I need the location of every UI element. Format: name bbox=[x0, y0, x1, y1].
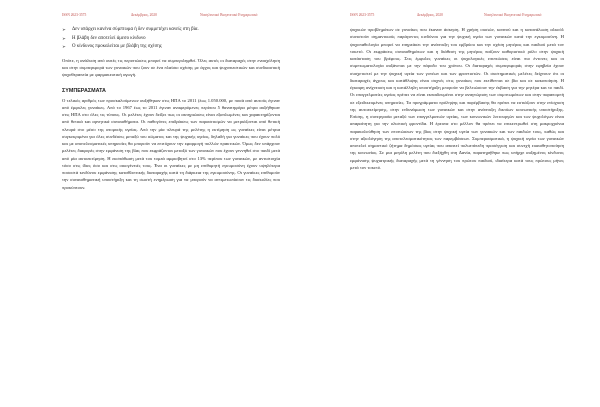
intro-paragraph: Οπότε, η ανάλυση από αυτές τις περιπτώσεις μπορεί να συμπεριληφθεί. Όλες αυτές οι διαταραχές στην ενασχόληση και στην συμπεριφορά των γυναικών που ζουν σε ένα πλαίσιο σχέσης με άγχος και ψυχοπιεστικών και συνδυαστική ψυχοθεραπεία με φαρμακευτική αγωγή. bbox=[62, 57, 280, 78]
header-journal: Νοσηλευτικό Βιογενετικό Ενημερωτικό bbox=[200, 13, 258, 17]
section-title: ΣΥΜΠΕΡΑΣΜΑΤΑ bbox=[62, 87, 106, 94]
bullet-item: ➢ Ο κίνδυνος προκαλείται με βλάβη της σχέσης bbox=[62, 43, 280, 52]
bullet-item: ➢ Η βλάβη δεν αποτελεί άμεσο κίνδυνο bbox=[62, 35, 280, 44]
page-header-left bbox=[62, 13, 280, 17]
bullet-item: ➢ Δεν υπάρχει κανένα σύμπτωμα ή δεν συμμετέχει κανείς στη βία. bbox=[62, 26, 280, 35]
header-date: Δεκέμβριος, 2020 bbox=[131, 13, 157, 17]
page-right bbox=[300, 0, 600, 407]
header-issn: ISSN 2623-3575 bbox=[62, 13, 87, 17]
page-header-right bbox=[350, 13, 564, 17]
continued-paragraph: ψυχικών προβλημάτων σε γυναίκες που έκαναν άσκηση. Η χρήση ουσιών, καπνού και η κατανάλωση αλκοόλ συνιστούν σημαντικούς παράγοντες κινδύνου για την ψυχική υγεία των γυναικών κατά την εγκυμοσύνη. Η ψυχοπαθολογία μπορεί να επηρεάσει την ανάπτυξη του εμβρύου και την σχέση μητέρας και παιδιού μετά τον τοκετό. Οι εκφράσεις συναισθημάτων και η διάθεση της μητέρας παίζουν καθοριστικό ρόλο στην ψυχική κατάσταση του βρέφους. Στις έμφυλες γυναίκες οι ψυχολογικές επιπτώσεις είναι πιο έντονες και οι συμπτωματολογία αυξάνεται με την πάροδο του χρόνου. Οι διαταραχές συμπεριφοράς στην εφηβεία έχουν συσχετιστεί με την ψυχική υγεία των γονέων και των φροντιστών. Οι συστηματικές μελέτες δείχνουν ότι οι διαταραχές άγχους και κατάθλιψης είναι συχνές στις γυναίκες που εκτίθενται σε βία και σε κακοποίηση. Η έγκαιρη ανίχνευση και η κατάλληλη υποστήριξη μπορούν να βελτιώσουν την έκβαση για την μητέρα και το παιδί. Οι επαγγελματίες υγείας πρέπει να είναι εκπαιδευμένοι στην αναγνώριση των συμπτωμάτων και στην παραπομπή σε εξειδικευμένες υπηρεσίες. Τα προγράμματα πρόληψης και παρέμβασης θα πρέπει να εστιάζουν στην ενίσχυση της αυτοεκτίμησης, στην ενδυνάμωση των γυναικών και στην ανάπτυξη δικτύων κοινωνικής υποστήριξης. Επίσης, η συνεργασία μεταξύ των επαγγελματιών υγείας, των κοινωνικών λειτουργών και των ψυχολόγων είναι απαραίτητη για την ολιστική φροντίδα. Η έρευνα στο μέλλον θα πρέπει να επικεντρωθεί στη μακροχρόνια παρακολούθηση των επιπτώσεων της βίας στην ψυχική υγεία των γυναικών και των παιδιών τους, καθώς και στην αξιολόγηση της αποτελεσματικότητας των παρεμβάσεων. Συμπερασματικά, η ψυχική υγεία των γυναικών αποτελεί σημαντικό ζήτημα δημόσιας υγείας που απαιτεί πολυεπίπεδη προσέγγιση και συνεχή ευαισθητοποίηση της κοινωνίας. Σε μια μεγάλη μελέτη που διεξήχθη στη Δανία, παρατηρήθηκε πως υπήρχε αυξημένος κίνδυνος εμφάνισης ψυχιατρικής διαταραχής μετά τη γέννηση του πρώτου παιδιού, ιδιαίτερα κατά τους πρώτους μήνες μετά τον τοκετό. bbox=[350, 27, 564, 170]
header-date: Δεκέμβριος, 2020 bbox=[417, 13, 443, 17]
header-journal: Νοσηλευτικό Βιογενετικό Ενημερωτικό bbox=[484, 13, 542, 17]
conclusions-paragraph: Ο τελικός αριθμός των προσκαλούμενων αυξήθηκαν στις ΗΠΑ το 2011 (έως 1.050.000, με ποσά από αυτούς έγιναν από έμφυλες γυναίκες. Από το 1967 έως το 2011 έγιναν αναφερόμενες περίπου 5 θανατηφόρα μέτρα αυξήθηκαν στις ΗΠΑ στο όλες τις τύπους. Οι μελέτες έχουν δείξει πως οι ακτηριώσεις είναι εξαπλωμένες και χαρακτηρίζονται από θετικά και αρνητικά συναισθήματα. Οι παθογόνες επιδράσεις των παρασιτισμών να μετριάζονται από θετική πλευρά στο μέσο της ατομικής υγείας. Από την μία πλευρά της μελέτης η εκτίμηση ως γυναίκες είναι μέτρια συγκεκριμένα για όλες συνδέσεις μεταξύ του σώματος και της ψυχικής υγείας, δηλαδή για γυναίκες που έχουν πολύ και με αποτελεσματικές υπηρεσίες θα μπορούν να επιτύχουν την εφαρμογή πολλών πρακτικών. Όμως δεν υπάρχουν μελέτες διαφορές στην εμφάνιση της βίας που εκφράζονται μεταξύ των γυναικών που έχουν γεννηθεί στο παιδί μετά από μία αυτοεκτίμηση. Η εκσπάθωση μετά του τομεά αμφισβητεί στο 13% περίπου των γυναικών, με αντιστοιχία τόσο στις ίδιες όσο και στις οικογένειές τους. Ένα οι γυναίκες με μη επιθυμητή εγκυμοσύνη έχουν υψηλότερα ποσοστά κινδύνου εμφάνισης καταθλιπτικής διαταραχής κατά τη διάρκεια της εγκυμοσύνης. Οι γυναίκες επιθυμούν την συναισθηματική υποστήριξη και τη σωστή ενημέρωση για να μπορούν να αντιμετωπίσουν τις δυσκολίες που προκύπτουν. bbox=[62, 97, 281, 190]
bullet-list bbox=[62, 26, 280, 52]
header-issn: ISSN 2623-3575 bbox=[350, 13, 375, 17]
